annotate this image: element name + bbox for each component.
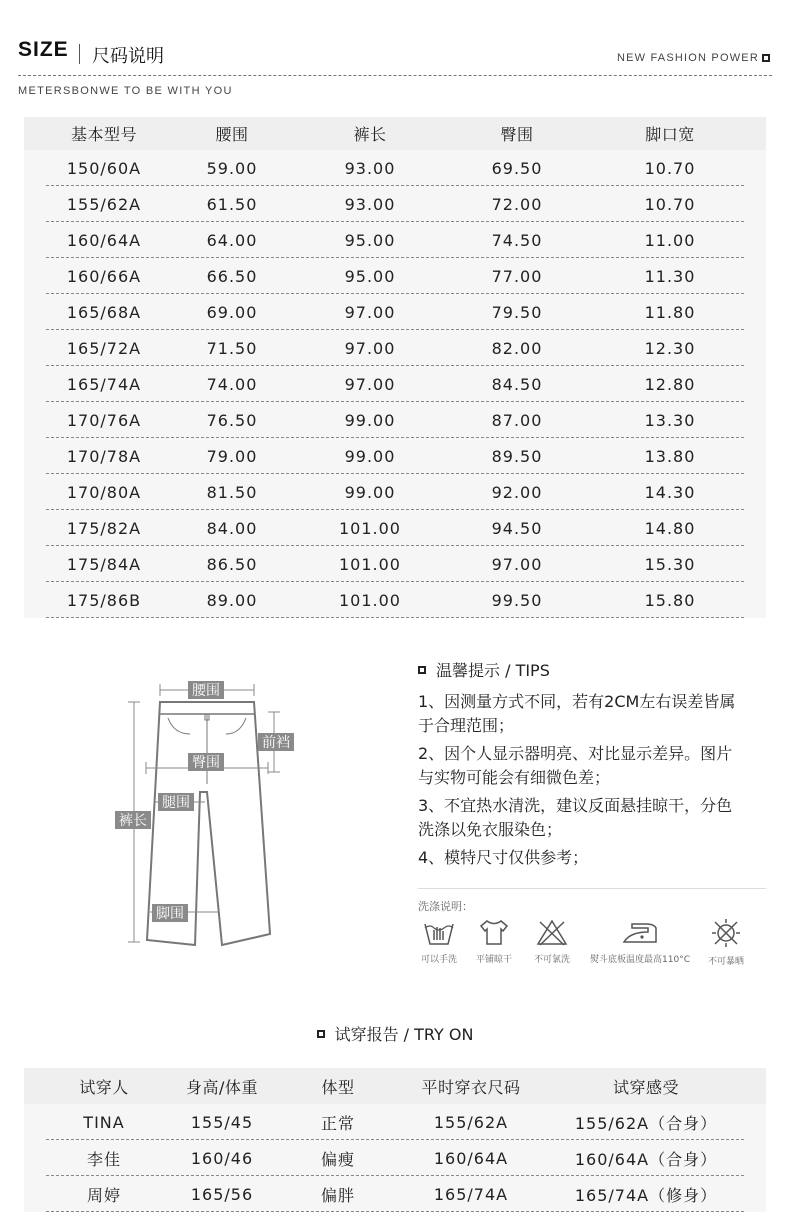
table-cell: 97.00 xyxy=(491,554,543,574)
table-cell: 170/78A xyxy=(66,446,142,466)
square-bullet-icon xyxy=(418,666,426,674)
wash-item xyxy=(586,918,694,967)
table-row xyxy=(24,330,766,366)
square-bullet-icon xyxy=(762,54,770,62)
table-cell: 155/45 xyxy=(190,1112,254,1132)
iron-icon xyxy=(620,918,660,946)
tip-item: 1、因测量方式不同，若有2CM左右误差皆属于合理范围； xyxy=(418,692,736,735)
thigh-label xyxy=(158,793,194,811)
wash-item-label: 不可暴晒 xyxy=(707,957,744,967)
table-cell: 99.50 xyxy=(491,590,543,610)
tryon-table-body xyxy=(24,1104,766,1212)
title-divider xyxy=(79,44,80,64)
size-table xyxy=(24,117,766,618)
table-cell: 95.00 xyxy=(344,230,396,250)
table-cell: 160/66A xyxy=(66,266,142,286)
table-cell: 84.50 xyxy=(491,374,543,394)
wash-divider xyxy=(418,888,766,889)
table-cell: 165/68A xyxy=(66,302,142,322)
table-row xyxy=(24,474,766,510)
table-cell: 72.00 xyxy=(491,194,543,214)
waist-label xyxy=(188,681,224,699)
wash-item-label: 平铺晾干 xyxy=(475,955,512,965)
header-cell: 基本型号 xyxy=(70,125,137,144)
page-subtitle: 尺码说明 xyxy=(92,46,164,67)
rise-label-text: 前裆 xyxy=(262,735,290,751)
brand-slogan xyxy=(617,52,770,64)
wash-icons xyxy=(418,918,778,967)
tryon-heading xyxy=(0,1022,790,1045)
table-row xyxy=(24,222,766,258)
table-cell: 93.00 xyxy=(344,158,396,178)
tips-title-text: 温馨提示 / TIPS xyxy=(436,661,550,680)
table-cell: 10.70 xyxy=(644,194,696,214)
table-cell: 175/84A xyxy=(66,554,142,574)
table-cell: 95.00 xyxy=(344,266,396,286)
rise-label xyxy=(258,733,294,751)
table-cell: 93.00 xyxy=(344,194,396,214)
table-cell: 84.00 xyxy=(206,518,258,538)
waist-label-text: 腰围 xyxy=(192,683,220,699)
table-cell: 11.80 xyxy=(644,302,696,322)
table-row xyxy=(24,258,766,294)
table-cell: 82.00 xyxy=(491,338,543,358)
hem-label-text: 脚围 xyxy=(156,906,184,922)
table-cell: 69.50 xyxy=(491,158,543,178)
length-label-text: 裤长 xyxy=(119,813,147,829)
table-cell: 160/46 xyxy=(190,1148,254,1168)
table-cell: 15.80 xyxy=(644,590,696,610)
table-cell: 偏瘦 xyxy=(320,1149,355,1169)
page-title: SIZE xyxy=(18,38,69,61)
table-row xyxy=(24,1140,766,1176)
header-divider xyxy=(18,75,772,76)
table-cell: 101.00 xyxy=(339,518,401,538)
header-cell: 平时穿衣尺码 xyxy=(421,1077,521,1097)
table-cell: 13.30 xyxy=(644,410,696,430)
hand-wash-icon xyxy=(422,918,456,946)
wash-item-label: 熨斗底板温度最高110°C xyxy=(590,955,690,965)
table-cell: 101.00 xyxy=(339,554,401,574)
wash-item xyxy=(704,918,748,967)
table-cell: 12.80 xyxy=(644,374,696,394)
size-table-header xyxy=(24,117,766,150)
table-cell: 89.50 xyxy=(491,446,543,466)
brand-slogan-text: NEW FASHION POWER xyxy=(616,52,759,64)
table-cell: 76.50 xyxy=(206,410,258,430)
table-cell: 160/64A（合身） xyxy=(574,1149,718,1169)
table-cell: 97.00 xyxy=(344,338,396,358)
header-cell: 裤长 xyxy=(353,125,387,144)
no-sun-icon xyxy=(709,918,743,948)
table-cell: 11.30 xyxy=(644,266,696,286)
table-cell: 155/62A（合身） xyxy=(574,1113,718,1133)
table-cell: 79.00 xyxy=(206,446,258,466)
table-cell: 61.50 xyxy=(206,194,258,214)
table-cell: 12.30 xyxy=(644,338,696,358)
table-cell: 11.00 xyxy=(644,230,696,250)
table-cell: 14.80 xyxy=(644,518,696,538)
header-cell: 试穿人 xyxy=(79,1077,129,1097)
wash-item-label: 不可氯洗 xyxy=(533,955,570,965)
table-cell: TINA xyxy=(83,1112,125,1132)
table-cell: 69.00 xyxy=(206,302,258,322)
wash-item xyxy=(418,918,460,967)
brand-tagline: METERSBONWE TO BE WITH YOU xyxy=(18,85,233,97)
table-cell: 64.00 xyxy=(206,230,258,250)
table-row xyxy=(24,402,766,438)
table-cell: 79.50 xyxy=(491,302,543,322)
table-row xyxy=(24,510,766,546)
tryon-table-header xyxy=(24,1068,766,1104)
table-cell: 165/72A xyxy=(66,338,142,358)
table-cell: 15.30 xyxy=(644,554,696,574)
table-cell: 165/56 xyxy=(190,1184,254,1204)
table-cell: 71.50 xyxy=(206,338,258,358)
table-cell: 74.00 xyxy=(206,374,258,394)
header-cell: 体型 xyxy=(321,1077,355,1097)
header-cell: 身高/体重 xyxy=(186,1077,258,1097)
table-cell: 李佳 xyxy=(86,1149,121,1169)
header-cell: 臀围 xyxy=(500,125,534,144)
table-cell: 89.00 xyxy=(206,590,258,610)
wash-item-label: 可以手洗 xyxy=(420,955,457,965)
table-row xyxy=(24,1104,766,1140)
hip-label-text: 臀围 xyxy=(192,755,220,771)
table-row xyxy=(24,186,766,222)
table-cell: 150/60A xyxy=(66,158,142,178)
table-row xyxy=(24,150,766,186)
tryon-table xyxy=(24,1068,766,1212)
wash-item xyxy=(470,918,518,967)
tips-heading xyxy=(418,658,550,681)
table-row xyxy=(24,366,766,402)
table-cell: 170/76A xyxy=(66,410,142,430)
table-row xyxy=(24,438,766,474)
table-row xyxy=(24,582,766,618)
table-cell: 165/74A xyxy=(433,1184,509,1204)
table-cell: 155/62A xyxy=(433,1112,509,1132)
table-cell: 14.30 xyxy=(644,482,696,502)
tips-list xyxy=(418,690,748,874)
table-cell: 175/86B xyxy=(66,590,142,610)
hem-label xyxy=(152,904,188,922)
table-cell: 74.50 xyxy=(491,230,543,250)
wash-label: 洗涤说明： xyxy=(418,900,473,913)
hip-label xyxy=(188,753,224,771)
header-cell: 试穿感受 xyxy=(612,1077,679,1097)
table-cell: 165/74A xyxy=(66,374,142,394)
flat-dry-icon xyxy=(477,918,511,946)
tryon-title-text: 试穿报告 / TRY ON xyxy=(334,1025,474,1044)
table-cell: 155/62A xyxy=(66,194,142,214)
tip-item: 4、模特尺寸仅供参考； xyxy=(418,848,589,867)
header-cell: 腰围 xyxy=(215,125,249,144)
table-cell: 正常 xyxy=(320,1113,355,1133)
table-cell: 59.00 xyxy=(206,158,258,178)
table-cell: 97.00 xyxy=(344,302,396,322)
table-cell: 160/64A xyxy=(66,230,142,250)
size-table-body xyxy=(24,150,766,618)
table-cell: 77.00 xyxy=(491,266,543,286)
table-cell: 10.70 xyxy=(644,158,696,178)
table-cell: 99.00 xyxy=(344,410,396,430)
table-cell: 99.00 xyxy=(344,446,396,466)
table-row xyxy=(24,1176,766,1212)
table-cell: 175/82A xyxy=(66,518,142,538)
table-cell: 99.00 xyxy=(344,482,396,502)
table-cell: 92.00 xyxy=(491,482,543,502)
table-cell: 13.80 xyxy=(644,446,696,466)
table-row xyxy=(24,294,766,330)
table-cell: 160/64A xyxy=(433,1148,509,1168)
table-cell: 170/80A xyxy=(66,482,142,502)
table-cell: 101.00 xyxy=(339,590,401,610)
wash-item xyxy=(528,918,576,967)
table-cell: 偏胖 xyxy=(320,1185,355,1205)
table-cell: 87.00 xyxy=(491,410,543,430)
tip-item: 2、因个人显示器明亮、对比显示差异。图片与实物可能会有细微色差； xyxy=(418,744,733,787)
square-bullet-icon xyxy=(317,1030,325,1038)
table-cell: 86.50 xyxy=(206,554,258,574)
table-cell: 97.00 xyxy=(344,374,396,394)
header-cell: 脚口宽 xyxy=(645,125,695,144)
table-cell: 81.50 xyxy=(206,482,258,502)
table-cell: 周婷 xyxy=(86,1185,121,1205)
tip-item: 3、不宜热水清洗，建议反面悬挂晾干，分色洗涤以免衣服染色； xyxy=(418,796,733,839)
no-bleach-icon xyxy=(535,918,569,946)
table-cell: 165/74A（修身） xyxy=(574,1185,718,1205)
length-label xyxy=(115,811,151,829)
thigh-label-text: 腿围 xyxy=(162,795,190,811)
table-row xyxy=(24,546,766,582)
pants-diagram xyxy=(110,672,310,952)
table-cell: 94.50 xyxy=(491,518,543,538)
table-cell: 66.50 xyxy=(206,266,258,286)
